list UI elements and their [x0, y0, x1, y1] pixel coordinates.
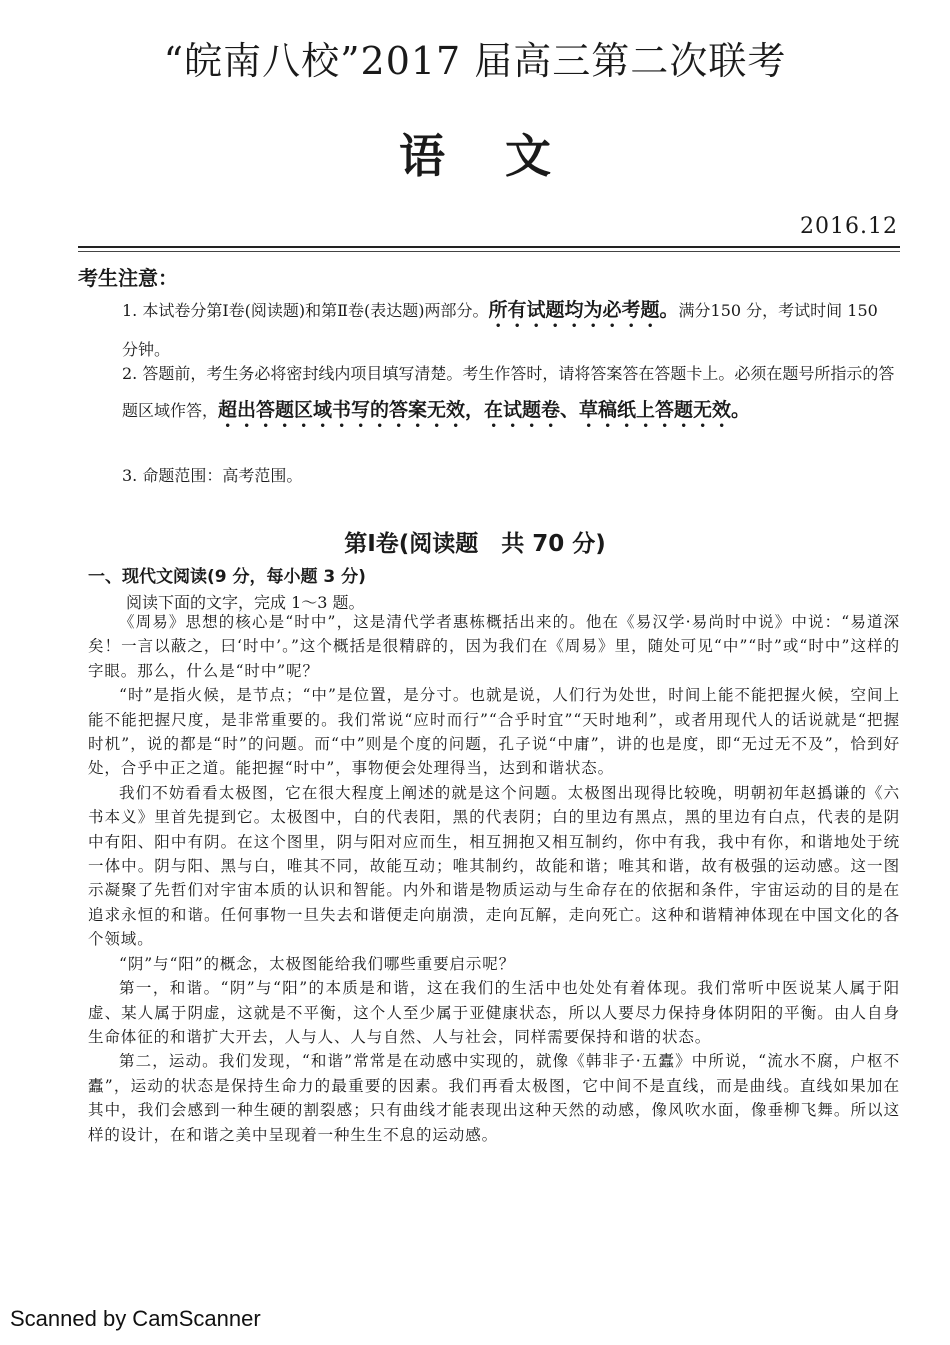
notice-item-number: 2. — [122, 364, 138, 383]
subject-title: 语文 — [399, 129, 611, 183]
exam-title: “皖南八校”2017 届高三第二次联考 — [163, 39, 787, 83]
passage-paragraph: 《周易》思想的核心是“时中”，这是清代学者惠栋概括出来的。他在《易汉学·易尚时中说》中说：“易道深矣！一言以蔽之，曰‘时中’。”这个概括是很精辟的，因为我们在《周易》里，随处可见“中”“时”或“时中”这样的字眼。那么，什么是“时中”呢？ — [88, 613, 900, 680]
passage-paragraph: “阴”与“阳”的概念，太极图能给我们哪些重要启示呢？ — [119, 954, 516, 973]
notice-item-text: 答题前，考生务必将密封线内项目填写清楚。考生作答时，请将答案答在答题卡上。必须在题号所指示的答题区域作答， — [122, 364, 895, 420]
passage-paragraph: 第一，和谐。“阴”与“阳”的本质是和谐，这在我们的生活中也处处有着体现。我们常听中医说某人属于阳虚、某人属于阴虚，这就是不平衡，这个人至少属于亚健康状态，所以人要尽力保持身体阴阳的平衡。由人自身生命体征的和谐扩大开去，人与人、人与自然、人与社会，同样需要保持和谐的状态。 — [88, 979, 900, 1046]
notice-item-text-rest: 满分150 分，考试时间 150 分钟。 — [122, 301, 878, 359]
notice-item-number: 3. — [122, 466, 138, 485]
reading-instruction: 阅读下面的文字，完成 1～3 题。 — [126, 593, 365, 612]
scanner-watermark: Scanned by CamScanner — [10, 1306, 261, 1331]
header-divider — [78, 246, 900, 248]
notice-item-2 — [122, 356, 897, 432]
section-title: 第Ⅰ卷(阅读题 共 70 分) — [344, 531, 606, 557]
notice-heading: 考生注意： — [78, 266, 178, 290]
header-divider-thin — [78, 251, 900, 252]
notice-item-text: 本试卷分第Ⅰ卷(阅读题)和第Ⅱ卷(表达题)两部分。 — [142, 301, 489, 320]
passage-paragraph: 我们不妨看看太极图，它在很大程度上阐述的就是这个问题。太极图出现得比较晚，明朝初年赵撝谦的《六书本义》里首先提到它。太极图中，白的代表阳，黑的代表阴；白的里边有黑点，黑的里边有白点，代表的是阴中有阳、阳中有阴。在这个图里，阴与阳对应而生，相互拥抱又相互制约，你中有我，我中有你，和谐地处于统一体中。阴与阳、黑与白，唯其不同，故能互动；唯其制约，故能和谐；唯其和谐，故有极强的运动感。这一图示凝聚了先哲们对宇宙本质的认识和智能。内外和谐是物质运动与生命存在的依据和条件，宇宙运动的目的是在追求永恒的和谐。任何事物一旦失去和谐便走向崩溃，走向瓦解，走向死亡。这种和谐精神体现在中国文化的各个领域。 — [88, 783, 900, 949]
reading-passage — [88, 610, 900, 1147]
notice-item-3 — [122, 458, 897, 494]
exam-date: 2016.12 — [800, 214, 898, 239]
passage-paragraph: 第二，运动。我们发现，“和谐”常常是在动感中实现的，就像《韩非子·五蠹》中所说，“流水不腐，户枢不蠹”，运动的状态是保持生命力的最重要的因素。我们再看太极图，它中间不是直线，而是曲线。直线如果加在其中，我们会感到一种生硬的割裂感；只有曲线才能表现出这种天然的动感，像风吹水面，像垂柳飞舞。所以这样的设计，在和谐之美中呈现着一种生生不息的运动感。 — [88, 1052, 900, 1144]
notice-item-text: 命题范围：高考范围。 — [142, 466, 303, 485]
notice-item-number: 1. — [122, 301, 138, 320]
part-title: 一、现代文阅读(9 分，每小题 3 分) — [88, 567, 366, 587]
passage-paragraph: “时”是指火候，是节点；“中”是位置，是分寸。也就是说，人们行为处世，时间上能不能把握火候，空间上能不能把握尺度，是非常重要的。我们常说“应时而行”“合乎时宜”“天时地利”，或者用现代人的话说就是“把握时机”，说的都是“时”的问题。而“中”则是个度的问题，孔子说“中庸”，讲的也是度，即“无过无不及”，恰到好处，合乎中正之道。能把握“时中”，事物便会处理得当，达到和谐状态。 — [88, 686, 900, 778]
notice-item-emphasis: 所有试题均为必考题。 — [488, 299, 679, 321]
notice-item-emphasis: 超出答题区域书写的答案无效，在试题卷、草稿纸上答题无效。 — [218, 399, 751, 421]
